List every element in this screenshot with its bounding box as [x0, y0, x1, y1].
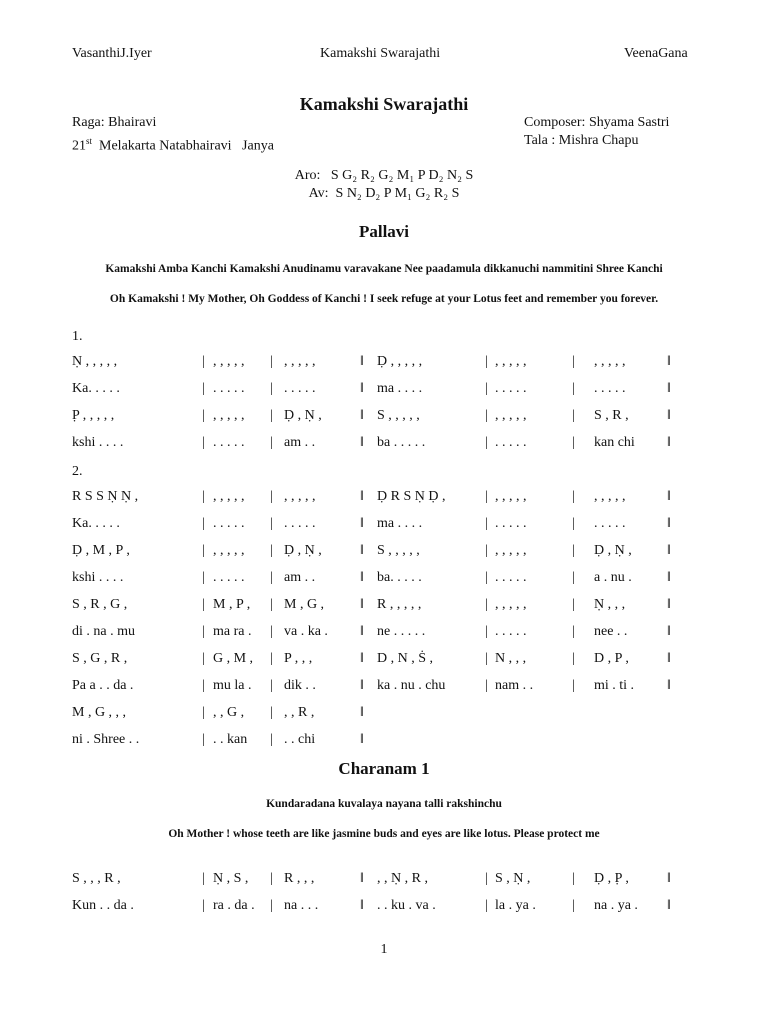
notation-cell: di . na . mu: [72, 624, 135, 639]
notation-cell: , , , , ,: [594, 354, 626, 369]
bar-line: |: [485, 516, 488, 531]
notation-cell: Ḍ , Ṇ ,: [284, 408, 322, 423]
bar-line: |: [270, 678, 273, 693]
notation-cell: ra . da .: [213, 898, 255, 913]
notation-cell: Ḍ , , , , ,: [377, 354, 423, 369]
melakarta-suffix: st: [86, 136, 93, 146]
notation-cell: ma . . . .: [377, 381, 423, 396]
notation-cell: kshi . . . .: [72, 435, 124, 450]
notation-cell: Kun . . da .: [72, 898, 134, 913]
pallavi-row: [72, 651, 692, 671]
pallavi-row: [72, 516, 692, 536]
doc-title: Kamakshi Swarajathi: [299, 94, 469, 114]
notation-cell: Ḍ , Ṇ ,: [284, 543, 322, 558]
notation-cell: S , , , , ,: [377, 408, 420, 423]
bar-line: |: [202, 435, 205, 450]
bar-line: |: [572, 871, 575, 886]
notation-cell: Ka. . . . .: [72, 381, 120, 396]
notation-cell: mi . ti .: [594, 678, 635, 693]
notation-cell: ka . nu . chu: [377, 678, 446, 693]
bar-line: ‖: [667, 381, 671, 396]
notation-cell: am . .: [284, 435, 316, 450]
melakarta-text: Melakarta Natabhairavi Janya: [99, 138, 274, 154]
pallavi-translation: Oh Kamakshi ! My Mother, Oh Goddess of Kanchi ! I seek refuge at your Lotus feet and remember you forever.: [109, 293, 659, 305]
bar-line: |: [270, 871, 273, 886]
bar-line: |: [485, 381, 488, 396]
bar-line: |: [485, 489, 488, 504]
bar-line: |: [270, 489, 273, 504]
tala-label: Tala : Mishra Chapu: [524, 133, 639, 148]
notation-cell: R , , , , ,: [377, 597, 422, 612]
notation-cell: ne . . . . .: [377, 624, 426, 639]
bar-line: |: [485, 354, 488, 369]
pallavi-row: [72, 489, 692, 509]
bar-line: |: [270, 732, 273, 747]
bar-line: ‖: [360, 898, 364, 913]
bar-line: ‖: [667, 516, 671, 531]
bar-line: |: [572, 678, 575, 693]
bar-line: |: [270, 898, 273, 913]
bar-line: ‖: [667, 570, 671, 585]
pallavi-row: [72, 408, 692, 428]
notation-cell: P̣ , , , , ,: [72, 408, 115, 423]
notation-cell: , , , , ,: [213, 543, 245, 558]
notation-cell: S , , , , ,: [377, 543, 420, 558]
bar-line: |: [270, 570, 273, 585]
notation-cell: M , G , , ,: [72, 705, 127, 720]
bar-line: ‖: [360, 435, 364, 450]
notation-cell: S , Ṇ ,: [495, 871, 531, 886]
bar-line: ‖: [360, 489, 364, 504]
bar-line: ‖: [360, 354, 364, 369]
bar-line: ‖: [360, 570, 364, 585]
composer-label: Composer: Shyama Sastri: [524, 115, 670, 130]
bar-line: ‖: [360, 651, 364, 666]
bar-line: |: [202, 624, 205, 639]
bar-line: ‖: [667, 354, 671, 369]
notation-cell: P , , ,: [284, 651, 313, 666]
header-author: VasanthiJ.Iyer: [72, 46, 152, 61]
charanam-row: [72, 871, 692, 891]
bar-line: |: [270, 516, 273, 531]
arohana: Aro: S G₂ R₂ G₂ M₁ P D₂ N₂ S: [294, 168, 474, 183]
notation-cell: . . . . .: [495, 570, 527, 585]
bar-line: |: [572, 651, 575, 666]
bar-line: |: [572, 408, 575, 423]
notation-cell: R S S Ṇ Ṇ ,: [72, 489, 139, 504]
bar-line: |: [485, 435, 488, 450]
notation-cell: S , R ,: [594, 408, 629, 423]
bar-line: |: [270, 597, 273, 612]
bar-line: ‖: [360, 516, 364, 531]
bar-line: ‖: [360, 408, 364, 423]
notation-cell: , , , , ,: [213, 408, 245, 423]
notation-cell: Ṇ , S ,: [213, 871, 249, 886]
pallavi-row: [72, 732, 692, 752]
bar-line: |: [202, 543, 205, 558]
header-title: Kamakshi Swarajathi: [320, 46, 441, 61]
bar-line: |: [572, 516, 575, 531]
bar-line: |: [572, 543, 575, 558]
bar-line: ‖: [667, 489, 671, 504]
notation-cell: Ḍ R S Ṇ Ḍ ,: [377, 489, 446, 504]
notation-cell: . . . . .: [213, 381, 245, 396]
notation-cell: N , , ,: [495, 651, 527, 666]
bar-line: |: [572, 597, 575, 612]
bar-line: |: [572, 381, 575, 396]
notation-cell: Ḍ , M , P ,: [72, 543, 130, 558]
bar-line: ‖: [667, 678, 671, 693]
notation-cell: . . chi: [284, 732, 316, 747]
notation-cell: R , , ,: [284, 871, 315, 886]
charanam-heading: Charanam 1: [338, 759, 430, 778]
charanam-translation: Oh Mother ! whose teeth are like jasmine buds and eyes are like lotus. Please protect me: [168, 828, 600, 840]
notation-cell: . . . . .: [213, 570, 245, 585]
bar-line: |: [270, 435, 273, 450]
notation-cell: Ka. . . . .: [72, 516, 120, 531]
notation-cell: ma . . . .: [377, 516, 423, 531]
notation-cell: nee . .: [594, 624, 628, 639]
notation-cell: , , , , ,: [213, 489, 245, 504]
bar-line: |: [270, 354, 273, 369]
notation-cell: na . . .: [284, 898, 319, 913]
bar-line: |: [270, 651, 273, 666]
bar-line: |: [202, 678, 205, 693]
notation-cell: , , , , ,: [284, 354, 316, 369]
bar-line: |: [270, 624, 273, 639]
pallavi-heading: Pallavi: [358, 222, 410, 241]
notation-cell: . . . . .: [495, 516, 527, 531]
bar-line: |: [572, 354, 575, 369]
notation-cell: , , , , ,: [495, 408, 527, 423]
pallavi-row: [72, 381, 692, 401]
bar-line: |: [485, 871, 488, 886]
part-1-label: 1.: [72, 329, 83, 344]
notation-cell: a . nu .: [594, 570, 632, 585]
notation-cell: . . . . .: [495, 624, 527, 639]
bar-line: |: [202, 354, 205, 369]
notation-cell: . . . . .: [594, 516, 626, 531]
notation-cell: . . . . .: [213, 516, 245, 531]
bar-line: ‖: [360, 543, 364, 558]
raga-label: Raga: Bhairavi: [72, 115, 157, 130]
notation-cell: M , G ,: [284, 597, 325, 612]
pallavi-row: [72, 570, 692, 590]
bar-line: |: [202, 898, 205, 913]
notation-cell: Ṇ , , ,: [594, 597, 626, 612]
bar-line: ‖: [360, 381, 364, 396]
melakarta-line: [72, 132, 274, 156]
notation-cell: . . . . .: [594, 381, 626, 396]
bar-line: ‖: [667, 871, 671, 886]
pallavi-row: [72, 678, 692, 698]
notation-cell: , , , , ,: [495, 489, 527, 504]
bar-line: ‖: [667, 543, 671, 558]
bar-line: |: [485, 597, 488, 612]
notation-cell: S , G , R ,: [72, 651, 128, 666]
bar-line: ‖: [667, 624, 671, 639]
melakarta-number: 21: [72, 138, 86, 154]
avarohana: Av: S N₂ D₂ P M₁ G₂ R₂ S: [308, 186, 460, 201]
notation-cell: ba. . . . .: [377, 570, 422, 585]
bar-line: |: [202, 871, 205, 886]
notation-cell: . . kan: [213, 732, 248, 747]
bar-line: |: [202, 381, 205, 396]
bar-line: |: [202, 651, 205, 666]
notation-cell: ni . Shree . .: [72, 732, 140, 747]
bar-line: |: [485, 898, 488, 913]
notation-cell: . . . . .: [284, 381, 316, 396]
bar-line: |: [572, 570, 575, 585]
charanam-row: [72, 898, 692, 918]
notation-cell: , , , , ,: [495, 543, 527, 558]
notation-cell: mu la .: [213, 678, 252, 693]
bar-line: ‖: [667, 408, 671, 423]
notation-cell: nam . .: [495, 678, 534, 693]
bar-line: ‖: [667, 597, 671, 612]
pallavi-row: [72, 624, 692, 644]
notation-cell: na . ya .: [594, 898, 638, 913]
notation-cell: Ṇ , , , , ,: [72, 354, 118, 369]
notation-cell: S , , , R ,: [72, 871, 121, 886]
notation-cell: am . .: [284, 570, 316, 585]
bar-line: ‖: [360, 597, 364, 612]
bar-line: |: [270, 543, 273, 558]
notation-cell: kshi . . . .: [72, 570, 124, 585]
notation-cell: S , R , G ,: [72, 597, 128, 612]
notation-cell: D , P ,: [594, 651, 629, 666]
bar-line: |: [202, 408, 205, 423]
bar-line: |: [485, 624, 488, 639]
part-2-label: 2.: [72, 464, 83, 479]
notation-cell: . . . . .: [495, 435, 527, 450]
notation-cell: Pa a . . da .: [72, 678, 134, 693]
bar-line: |: [485, 651, 488, 666]
pallavi-row: [72, 354, 692, 374]
bar-line: ‖: [360, 732, 364, 747]
notation-cell: , , , , ,: [594, 489, 626, 504]
notation-cell: , , R ,: [284, 705, 315, 720]
pallavi-row: [72, 435, 692, 455]
notation-cell: Ḍ , P̣ ,: [594, 871, 629, 886]
bar-line: |: [270, 408, 273, 423]
notation-cell: D , N , Ṡ ,: [377, 651, 434, 666]
bar-line: |: [572, 898, 575, 913]
notation-cell: ma ra .: [213, 624, 252, 639]
bar-line: |: [485, 543, 488, 558]
pallavi-lyric: Kamakshi Amba Kanchi Kamakshi Anudinamu varavakane Nee paadamula dikkanuchi nammitini Shree Kanchi: [105, 263, 663, 275]
notation-cell: . . . . .: [284, 516, 316, 531]
notation-cell: , , , , ,: [213, 354, 245, 369]
bar-line: |: [572, 435, 575, 450]
notation-cell: , , Ṇ , R ,: [377, 871, 428, 886]
pallavi-row: [72, 543, 692, 563]
bar-line: |: [202, 489, 205, 504]
charanam-lyric: Kundaradana kuvalaya nayana talli rakshinchu: [266, 798, 502, 810]
bar-line: |: [202, 597, 205, 612]
notation-cell: dik . .: [284, 678, 316, 693]
bar-line: |: [572, 624, 575, 639]
notation-cell: M , P ,: [213, 597, 251, 612]
bar-line: |: [202, 705, 205, 720]
notation-cell: , , , , ,: [284, 489, 316, 504]
notation-cell: , , , , ,: [495, 597, 527, 612]
notation-cell: ba . . . . .: [377, 435, 426, 450]
bar-line: |: [202, 516, 205, 531]
bar-line: ‖: [360, 705, 364, 720]
page-number: 1: [380, 942, 388, 957]
bar-line: |: [485, 408, 488, 423]
notation-cell: , , G ,: [213, 705, 245, 720]
bar-line: |: [572, 489, 575, 504]
pallavi-row: [72, 597, 692, 617]
header-site: VeenaGana: [624, 46, 688, 61]
bar-line: |: [270, 381, 273, 396]
notation-cell: , , , , ,: [495, 354, 527, 369]
bar-line: ‖: [667, 435, 671, 450]
bar-line: |: [202, 570, 205, 585]
bar-line: |: [270, 705, 273, 720]
bar-line: |: [202, 732, 205, 747]
notation-cell: . . . . .: [213, 435, 245, 450]
notation-cell: la . ya .: [495, 898, 536, 913]
bar-line: ‖: [360, 871, 364, 886]
bar-line: |: [485, 570, 488, 585]
notation-cell: Ḍ , Ṇ ,: [594, 543, 632, 558]
notation-cell: kan chi: [594, 435, 635, 450]
bar-line: |: [485, 678, 488, 693]
bar-line: ‖: [667, 898, 671, 913]
notation-cell: va . ka .: [284, 624, 328, 639]
notation-cell: G , M ,: [213, 651, 254, 666]
bar-line: ‖: [667, 651, 671, 666]
pallavi-row: [72, 705, 692, 725]
notation-cell: . . ku . va .: [377, 898, 436, 913]
bar-line: ‖: [360, 678, 364, 693]
notation-cell: . . . . .: [495, 381, 527, 396]
bar-line: ‖: [360, 624, 364, 639]
